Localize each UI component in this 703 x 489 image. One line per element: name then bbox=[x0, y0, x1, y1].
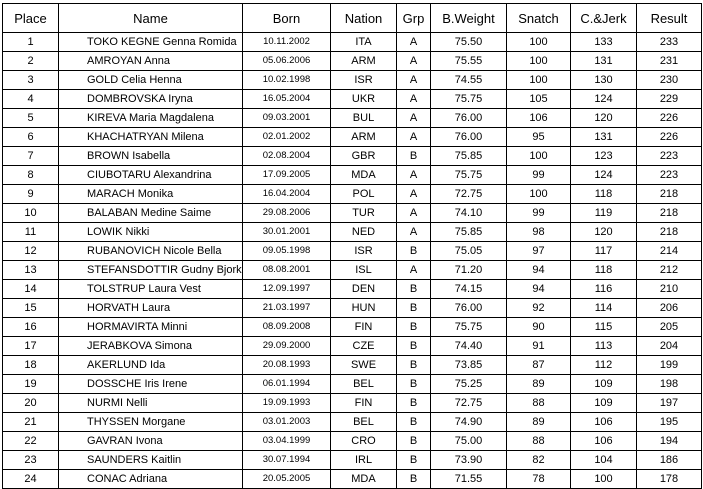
nation-cell: ISR bbox=[331, 242, 397, 261]
snatch-cell: 105 bbox=[507, 90, 571, 109]
athlete-name-cell: CIUBOTARU Alexandrina bbox=[59, 166, 243, 185]
clean-jerk-cell: 119 bbox=[571, 204, 637, 223]
bodyweight-cell: 75.50 bbox=[431, 33, 507, 52]
place-cell: 10 bbox=[3, 204, 59, 223]
nation-cell: MDA bbox=[331, 470, 397, 489]
clean-jerk-cell: 120 bbox=[571, 223, 637, 242]
result-cell: 214 bbox=[637, 242, 702, 261]
born-cell: 02.08.2004 bbox=[243, 147, 331, 166]
group-cell: A bbox=[397, 128, 431, 147]
table-row bbox=[3, 223, 702, 242]
place-cell: 5 bbox=[3, 109, 59, 128]
clean-jerk-cell: 109 bbox=[571, 375, 637, 394]
place-cell: 11 bbox=[3, 223, 59, 242]
result-cell: 223 bbox=[637, 147, 702, 166]
bodyweight-cell: 75.00 bbox=[431, 432, 507, 451]
column-header-nation: Nation bbox=[331, 4, 397, 33]
born-cell: 03.04.1999 bbox=[243, 432, 331, 451]
result-cell: 218 bbox=[637, 223, 702, 242]
clean-jerk-cell: 130 bbox=[571, 71, 637, 90]
table-row bbox=[3, 299, 702, 318]
clean-jerk-cell: 114 bbox=[571, 299, 637, 318]
table-row bbox=[3, 33, 702, 52]
nation-cell: BEL bbox=[331, 413, 397, 432]
bodyweight-cell: 74.10 bbox=[431, 204, 507, 223]
clean-jerk-cell: 112 bbox=[571, 356, 637, 375]
group-cell: A bbox=[397, 185, 431, 204]
born-cell: 20.05.2005 bbox=[243, 470, 331, 489]
clean-jerk-cell: 100 bbox=[571, 470, 637, 489]
result-cell: 233 bbox=[637, 33, 702, 52]
result-cell: 230 bbox=[637, 71, 702, 90]
snatch-cell: 99 bbox=[507, 166, 571, 185]
snatch-cell: 94 bbox=[507, 261, 571, 280]
athlete-name-cell: MARACH Monika bbox=[59, 185, 243, 204]
place-cell: 23 bbox=[3, 451, 59, 470]
result-cell: 198 bbox=[637, 375, 702, 394]
snatch-cell: 106 bbox=[507, 109, 571, 128]
column-header-result: Result bbox=[637, 4, 702, 33]
born-cell: 16.05.2004 bbox=[243, 90, 331, 109]
athlete-name-cell: THYSSEN Morgane bbox=[59, 413, 243, 432]
bodyweight-cell: 75.25 bbox=[431, 375, 507, 394]
athlete-name-cell: SAUNDERS Kaitlin bbox=[59, 451, 243, 470]
result-cell: 212 bbox=[637, 261, 702, 280]
result-cell: 206 bbox=[637, 299, 702, 318]
born-cell: 10.02.1998 bbox=[243, 71, 331, 90]
group-cell: B bbox=[397, 413, 431, 432]
group-cell: B bbox=[397, 394, 431, 413]
group-cell: B bbox=[397, 356, 431, 375]
athlete-name-cell: AKERLUND Ida bbox=[59, 356, 243, 375]
clean-jerk-cell: 124 bbox=[571, 166, 637, 185]
bodyweight-cell: 75.75 bbox=[431, 318, 507, 337]
result-cell: 229 bbox=[637, 90, 702, 109]
snatch-cell: 91 bbox=[507, 337, 571, 356]
result-cell: 178 bbox=[637, 470, 702, 489]
nation-cell: MDA bbox=[331, 166, 397, 185]
bodyweight-cell: 75.75 bbox=[431, 90, 507, 109]
place-cell: 21 bbox=[3, 413, 59, 432]
snatch-cell: 94 bbox=[507, 280, 571, 299]
table-row bbox=[3, 432, 702, 451]
bodyweight-cell: 74.40 bbox=[431, 337, 507, 356]
nation-cell: BUL bbox=[331, 109, 397, 128]
bodyweight-cell: 74.55 bbox=[431, 71, 507, 90]
athlete-name-cell: TOLSTRUP Laura Vest bbox=[59, 280, 243, 299]
nation-cell: CRO bbox=[331, 432, 397, 451]
bodyweight-cell: 75.55 bbox=[431, 52, 507, 71]
result-cell: 199 bbox=[637, 356, 702, 375]
snatch-cell: 87 bbox=[507, 356, 571, 375]
nation-cell: BEL bbox=[331, 375, 397, 394]
table-row bbox=[3, 204, 702, 223]
result-cell: 186 bbox=[637, 451, 702, 470]
result-cell: 194 bbox=[637, 432, 702, 451]
athlete-name-cell: GAVRAN Ivona bbox=[59, 432, 243, 451]
athlete-name-cell: DOMBROVSKA Iryna bbox=[59, 90, 243, 109]
athlete-name-cell: JERABKOVA Simona bbox=[59, 337, 243, 356]
nation-cell: FIN bbox=[331, 318, 397, 337]
place-cell: 24 bbox=[3, 470, 59, 489]
bodyweight-cell: 75.85 bbox=[431, 147, 507, 166]
table-row bbox=[3, 90, 702, 109]
bodyweight-cell: 75.75 bbox=[431, 166, 507, 185]
born-cell: 16.04.2004 bbox=[243, 185, 331, 204]
table-row bbox=[3, 128, 702, 147]
snatch-cell: 90 bbox=[507, 318, 571, 337]
snatch-cell: 100 bbox=[507, 33, 571, 52]
group-cell: A bbox=[397, 90, 431, 109]
column-header-grp: Grp bbox=[397, 4, 431, 33]
nation-cell: SWE bbox=[331, 356, 397, 375]
nation-cell: HUN bbox=[331, 299, 397, 318]
result-cell: 210 bbox=[637, 280, 702, 299]
clean-jerk-cell: 133 bbox=[571, 33, 637, 52]
clean-jerk-cell: 131 bbox=[571, 52, 637, 71]
born-cell: 02.01.2002 bbox=[243, 128, 331, 147]
group-cell: B bbox=[397, 299, 431, 318]
nation-cell: TUR bbox=[331, 204, 397, 223]
snatch-cell: 100 bbox=[507, 71, 571, 90]
group-cell: A bbox=[397, 71, 431, 90]
athlete-name-cell: GOLD Celia Henna bbox=[59, 71, 243, 90]
group-cell: B bbox=[397, 470, 431, 489]
group-cell: B bbox=[397, 432, 431, 451]
athlete-name-cell: CONAC Adriana bbox=[59, 470, 243, 489]
nation-cell: UKR bbox=[331, 90, 397, 109]
nation-cell: NED bbox=[331, 223, 397, 242]
born-cell: 05.06.2006 bbox=[243, 52, 331, 71]
table-row bbox=[3, 318, 702, 337]
bodyweight-cell: 74.15 bbox=[431, 280, 507, 299]
snatch-cell: 88 bbox=[507, 432, 571, 451]
athlete-name-cell: AMROYAN Anna bbox=[59, 52, 243, 71]
place-cell: 9 bbox=[3, 185, 59, 204]
born-cell: 21.03.1997 bbox=[243, 299, 331, 318]
clean-jerk-cell: 118 bbox=[571, 261, 637, 280]
nation-cell: IRL bbox=[331, 451, 397, 470]
group-cell: A bbox=[397, 204, 431, 223]
column-header-snatch: Snatch bbox=[507, 4, 571, 33]
table-row bbox=[3, 109, 702, 128]
table-row bbox=[3, 71, 702, 90]
nation-cell: DEN bbox=[331, 280, 397, 299]
table-row bbox=[3, 356, 702, 375]
nation-cell: ARM bbox=[331, 128, 397, 147]
table-body bbox=[3, 33, 702, 489]
clean-jerk-cell: 123 bbox=[571, 147, 637, 166]
result-cell: 218 bbox=[637, 204, 702, 223]
born-cell: 08.09.2008 bbox=[243, 318, 331, 337]
table-row bbox=[3, 185, 702, 204]
place-cell: 18 bbox=[3, 356, 59, 375]
snatch-cell: 78 bbox=[507, 470, 571, 489]
nation-cell: POL bbox=[331, 185, 397, 204]
result-cell: 218 bbox=[637, 185, 702, 204]
born-cell: 10.11.2002 bbox=[243, 33, 331, 52]
result-cell: 231 bbox=[637, 52, 702, 71]
result-cell: 223 bbox=[637, 166, 702, 185]
athlete-name-cell: BROWN Isabella bbox=[59, 147, 243, 166]
group-cell: A bbox=[397, 33, 431, 52]
group-cell: B bbox=[397, 147, 431, 166]
clean-jerk-cell: 104 bbox=[571, 451, 637, 470]
group-cell: B bbox=[397, 318, 431, 337]
column-header-bweight: B.Weight bbox=[431, 4, 507, 33]
column-header-place: Place bbox=[3, 4, 59, 33]
born-cell: 30.01.2001 bbox=[243, 223, 331, 242]
group-cell: A bbox=[397, 109, 431, 128]
table-row bbox=[3, 261, 702, 280]
nation-cell: ITA bbox=[331, 33, 397, 52]
athlete-name-cell: HORVATH Laura bbox=[59, 299, 243, 318]
column-header-born: Born bbox=[243, 4, 331, 33]
place-cell: 1 bbox=[3, 33, 59, 52]
bodyweight-cell: 72.75 bbox=[431, 185, 507, 204]
athlete-name-cell: HORMAVIRTA Minni bbox=[59, 318, 243, 337]
snatch-cell: 99 bbox=[507, 204, 571, 223]
table-row bbox=[3, 147, 702, 166]
clean-jerk-cell: 118 bbox=[571, 185, 637, 204]
bodyweight-cell: 76.00 bbox=[431, 128, 507, 147]
snatch-cell: 100 bbox=[507, 185, 571, 204]
athlete-name-cell: BALABAN Medine Saime bbox=[59, 204, 243, 223]
table-header bbox=[3, 4, 702, 33]
place-cell: 20 bbox=[3, 394, 59, 413]
born-cell: 09.03.2001 bbox=[243, 109, 331, 128]
athlete-name-cell: TOKO KEGNE Genna Romida bbox=[59, 33, 243, 52]
snatch-cell: 92 bbox=[507, 299, 571, 318]
born-cell: 29.08.2006 bbox=[243, 204, 331, 223]
place-cell: 3 bbox=[3, 71, 59, 90]
bodyweight-cell: 76.00 bbox=[431, 299, 507, 318]
athlete-name-cell: NURMI Nelli bbox=[59, 394, 243, 413]
born-cell: 06.01.1994 bbox=[243, 375, 331, 394]
result-cell: 197 bbox=[637, 394, 702, 413]
snatch-cell: 95 bbox=[507, 128, 571, 147]
bodyweight-cell: 73.90 bbox=[431, 451, 507, 470]
athlete-name-cell: STEFANSDOTTIR Gudny Bjork bbox=[59, 261, 243, 280]
header-row bbox=[3, 4, 702, 33]
bodyweight-cell: 71.20 bbox=[431, 261, 507, 280]
bodyweight-cell: 74.90 bbox=[431, 413, 507, 432]
column-header-name: Name bbox=[59, 4, 243, 33]
result-cell: 205 bbox=[637, 318, 702, 337]
table-row bbox=[3, 166, 702, 185]
place-cell: 13 bbox=[3, 261, 59, 280]
born-cell: 19.09.1993 bbox=[243, 394, 331, 413]
born-cell: 29.09.2000 bbox=[243, 337, 331, 356]
results-table bbox=[2, 3, 702, 489]
place-cell: 16 bbox=[3, 318, 59, 337]
group-cell: A bbox=[397, 261, 431, 280]
place-cell: 22 bbox=[3, 432, 59, 451]
place-cell: 14 bbox=[3, 280, 59, 299]
clean-jerk-cell: 131 bbox=[571, 128, 637, 147]
group-cell: A bbox=[397, 52, 431, 71]
snatch-cell: 100 bbox=[507, 52, 571, 71]
nation-cell: ISL bbox=[331, 261, 397, 280]
group-cell: B bbox=[397, 242, 431, 261]
born-cell: 08.08.2001 bbox=[243, 261, 331, 280]
nation-cell: FIN bbox=[331, 394, 397, 413]
snatch-cell: 82 bbox=[507, 451, 571, 470]
snatch-cell: 97 bbox=[507, 242, 571, 261]
athlete-name-cell: KIREVA Maria Magdalena bbox=[59, 109, 243, 128]
athlete-name-cell: RUBANOVICH Nicole Bella bbox=[59, 242, 243, 261]
place-cell: 12 bbox=[3, 242, 59, 261]
place-cell: 6 bbox=[3, 128, 59, 147]
result-cell: 226 bbox=[637, 109, 702, 128]
table-row bbox=[3, 280, 702, 299]
snatch-cell: 89 bbox=[507, 413, 571, 432]
clean-jerk-cell: 106 bbox=[571, 432, 637, 451]
table-row bbox=[3, 375, 702, 394]
clean-jerk-cell: 124 bbox=[571, 90, 637, 109]
nation-cell: ISR bbox=[331, 71, 397, 90]
athlete-name-cell: KHACHATRYAN Milena bbox=[59, 128, 243, 147]
clean-jerk-cell: 113 bbox=[571, 337, 637, 356]
born-cell: 20.08.1993 bbox=[243, 356, 331, 375]
bodyweight-cell: 75.85 bbox=[431, 223, 507, 242]
group-cell: A bbox=[397, 223, 431, 242]
nation-cell: ARM bbox=[331, 52, 397, 71]
table-row bbox=[3, 451, 702, 470]
snatch-cell: 100 bbox=[507, 147, 571, 166]
result-cell: 204 bbox=[637, 337, 702, 356]
table-row bbox=[3, 394, 702, 413]
bodyweight-cell: 72.75 bbox=[431, 394, 507, 413]
place-cell: 15 bbox=[3, 299, 59, 318]
nation-cell: CZE bbox=[331, 337, 397, 356]
athlete-name-cell: LOWIK Nikki bbox=[59, 223, 243, 242]
clean-jerk-cell: 106 bbox=[571, 413, 637, 432]
clean-jerk-cell: 117 bbox=[571, 242, 637, 261]
born-cell: 12.09.1997 bbox=[243, 280, 331, 299]
place-cell: 7 bbox=[3, 147, 59, 166]
column-header-cjerk: C.&Jerk bbox=[571, 4, 637, 33]
table-row bbox=[3, 242, 702, 261]
group-cell: B bbox=[397, 280, 431, 299]
result-cell: 226 bbox=[637, 128, 702, 147]
clean-jerk-cell: 116 bbox=[571, 280, 637, 299]
table-row bbox=[3, 52, 702, 71]
bodyweight-cell: 75.05 bbox=[431, 242, 507, 261]
snatch-cell: 98 bbox=[507, 223, 571, 242]
place-cell: 19 bbox=[3, 375, 59, 394]
clean-jerk-cell: 120 bbox=[571, 109, 637, 128]
born-cell: 30.07.1994 bbox=[243, 451, 331, 470]
snatch-cell: 88 bbox=[507, 394, 571, 413]
place-cell: 4 bbox=[3, 90, 59, 109]
clean-jerk-cell: 115 bbox=[571, 318, 637, 337]
table-row bbox=[3, 413, 702, 432]
bodyweight-cell: 73.85 bbox=[431, 356, 507, 375]
place-cell: 8 bbox=[3, 166, 59, 185]
snatch-cell: 89 bbox=[507, 375, 571, 394]
athlete-name-cell: DOSSCHE Iris Irene bbox=[59, 375, 243, 394]
clean-jerk-cell: 109 bbox=[571, 394, 637, 413]
bodyweight-cell: 71.55 bbox=[431, 470, 507, 489]
table-row bbox=[3, 337, 702, 356]
group-cell: A bbox=[397, 166, 431, 185]
place-cell: 2 bbox=[3, 52, 59, 71]
place-cell: 17 bbox=[3, 337, 59, 356]
result-cell: 195 bbox=[637, 413, 702, 432]
group-cell: B bbox=[397, 375, 431, 394]
group-cell: B bbox=[397, 337, 431, 356]
group-cell: B bbox=[397, 451, 431, 470]
nation-cell: GBR bbox=[331, 147, 397, 166]
bodyweight-cell: 76.00 bbox=[431, 109, 507, 128]
born-cell: 03.01.2003 bbox=[243, 413, 331, 432]
born-cell: 17.09.2005 bbox=[243, 166, 331, 185]
born-cell: 09.05.1998 bbox=[243, 242, 331, 261]
